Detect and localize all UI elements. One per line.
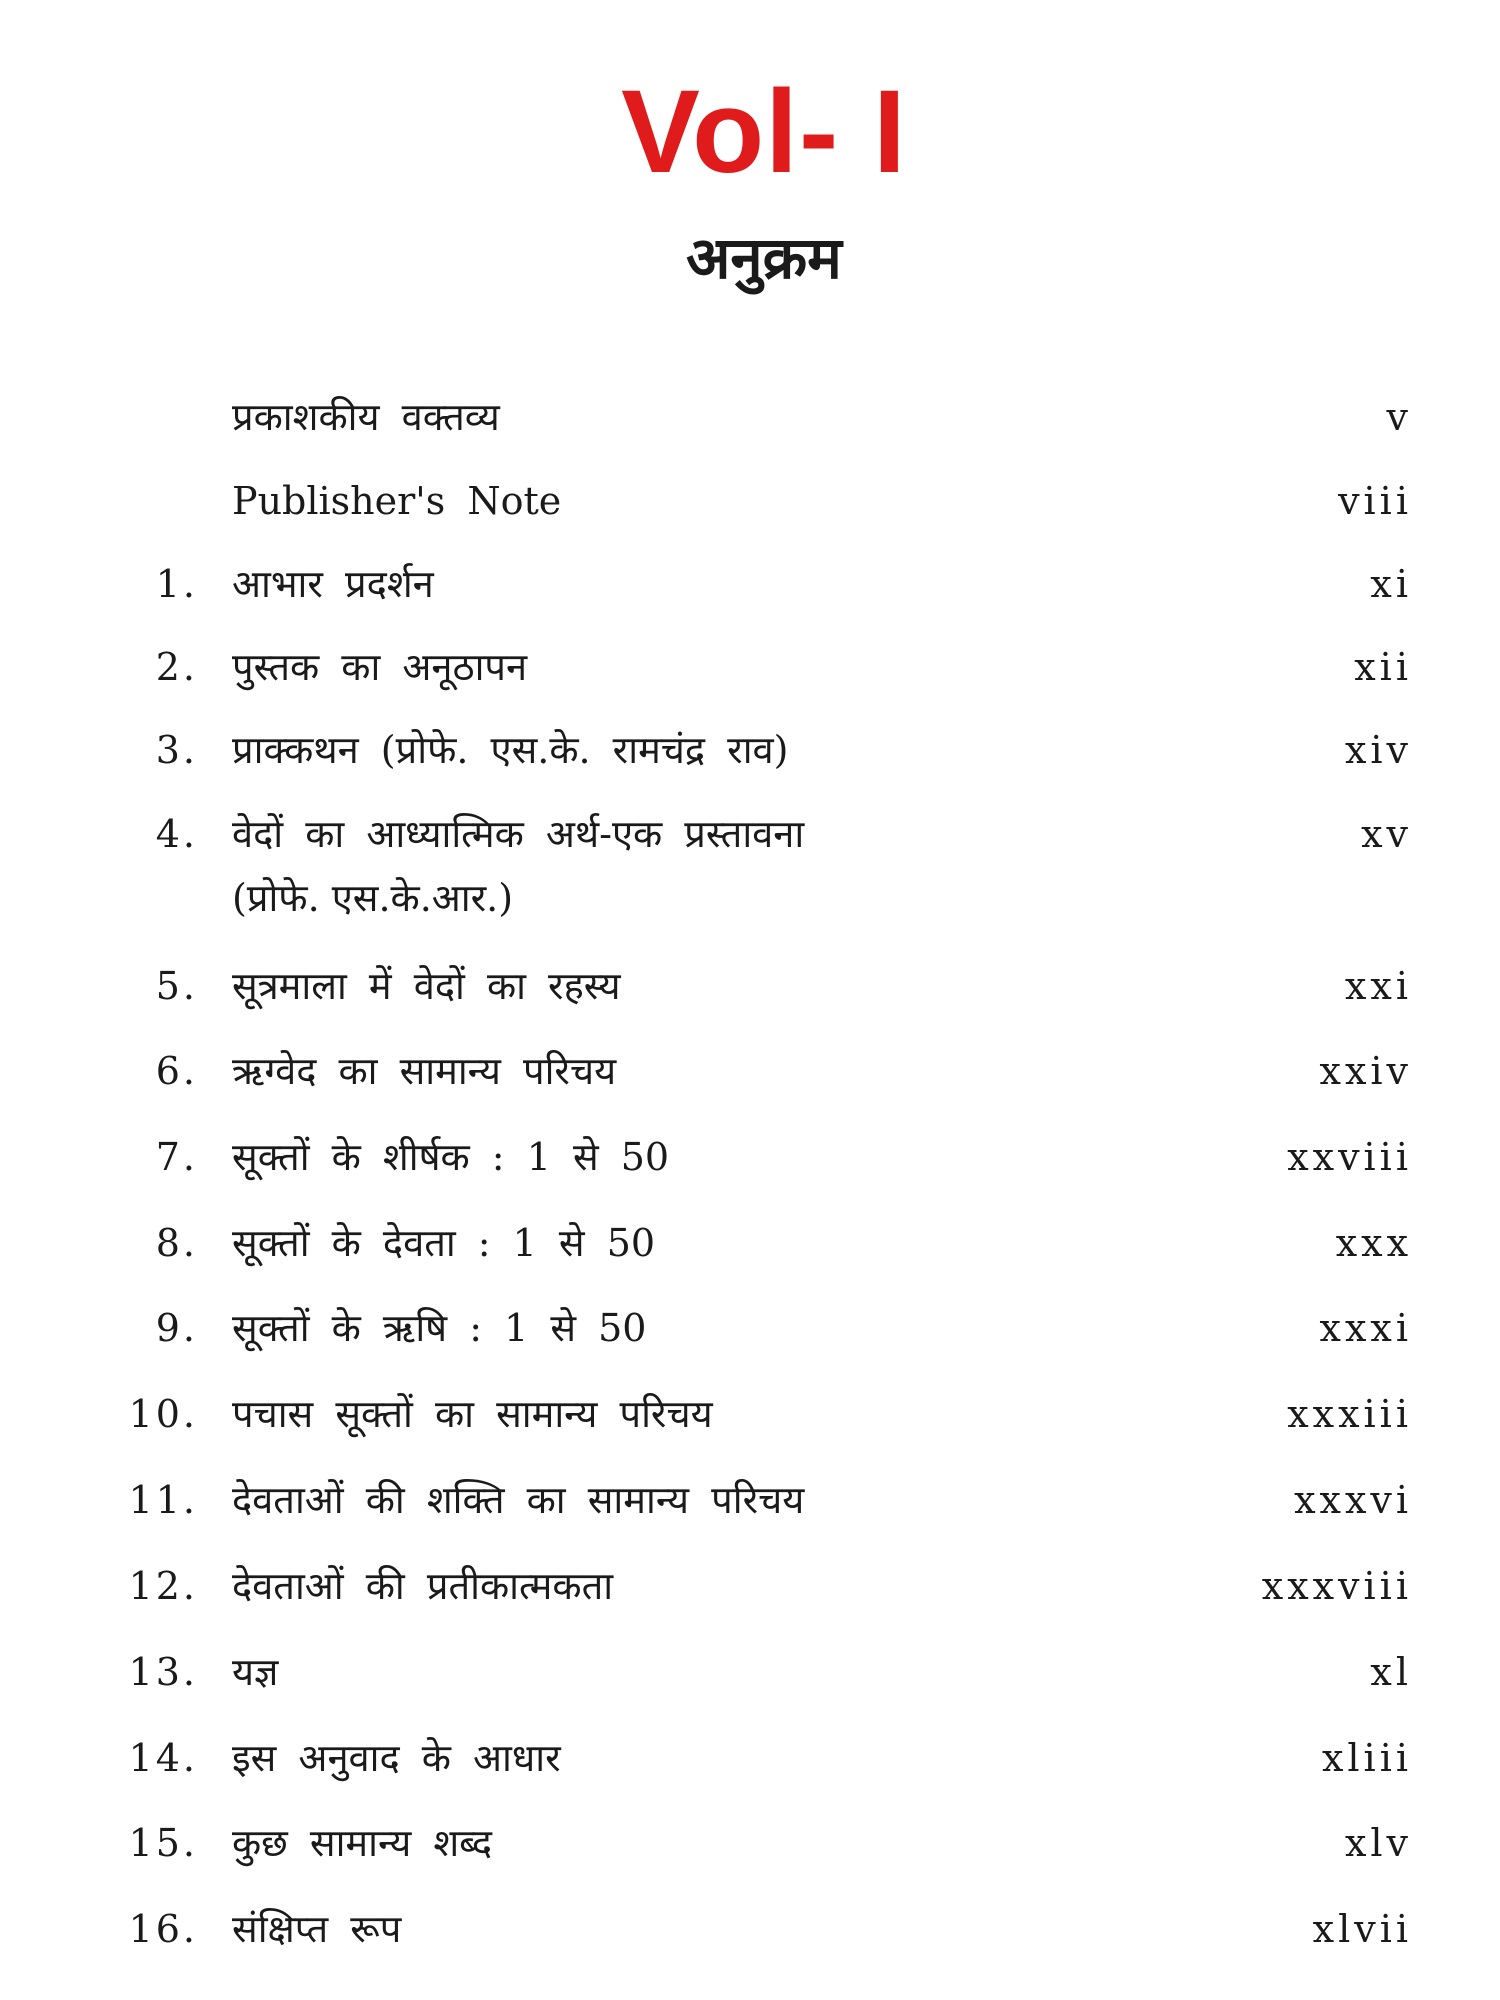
toc-entry <box>0 637 1500 697</box>
toc-entry-number: 12. <box>128 1564 198 1608</box>
toc-entry-page: xxxvi <box>1294 1478 1412 1522</box>
toc-entry-page: xiv <box>1344 728 1412 772</box>
toc-entry-title: सूक्तों के ऋषि : 1 से 50 <box>232 1306 647 1350</box>
toc-entry-page: xxxiii <box>1287 1392 1412 1436</box>
toc-entry <box>0 1556 1500 1616</box>
toc-entry-title: संक्षिप्त रूप <box>232 1907 402 1951</box>
toc-entry-page: xlvii <box>1312 1907 1412 1951</box>
toc-entry-number: 4. <box>155 812 198 856</box>
toc-entry-title: ऋग्वेद का सामान्य परिचय <box>232 1049 617 1093</box>
toc-entry <box>0 1642 1500 1702</box>
toc-entry-page: xxx <box>1335 1221 1412 1265</box>
toc-entry <box>0 1728 1500 1788</box>
toc-entry-page: xv <box>1361 812 1412 856</box>
toc-entry-page: viii <box>1338 479 1412 523</box>
toc-entry-page: xliii <box>1321 1736 1412 1780</box>
toc-entry-page: xxxi <box>1319 1306 1412 1350</box>
toc-entry-number: 1. <box>155 562 198 606</box>
toc-entry-title: इस अनुवाद के आधार <box>232 1736 561 1780</box>
toc-entry-number: 5. <box>155 964 198 1008</box>
toc-entry-number: 13. <box>128 1650 198 1694</box>
toc-entry-title: आभार प्रदर्शन <box>232 562 434 606</box>
toc-entry <box>0 1041 1500 1101</box>
toc-entry <box>0 1213 1500 1273</box>
toc-entry-title: सूक्तों के शीर्षक : 1 से 50 <box>232 1135 670 1179</box>
toc-entry-page: xl <box>1370 1650 1412 1694</box>
toc-entry-page: xi <box>1370 562 1412 606</box>
toc-entry-title: प्रकाशकीय वक्तव्य <box>232 395 500 439</box>
toc-entry-title: सूक्तों के देवता : 1 से 50 <box>232 1221 656 1265</box>
toc-entry-title: पुस्तक का अनूठापन <box>232 645 528 689</box>
toc-entry-title: देवताओं की प्रतीकात्मकता <box>232 1564 614 1608</box>
toc-entry-number: 8. <box>155 1221 198 1265</box>
toc-entry <box>0 1127 1500 1187</box>
toc-entry-number: 14. <box>128 1736 198 1780</box>
toc-entry-number: 6. <box>155 1049 198 1093</box>
toc-entry <box>0 554 1500 614</box>
toc-entry-page: xii <box>1354 645 1412 689</box>
toc-entry-page: xxxviii <box>1261 1564 1412 1608</box>
toc-entry-title: देवताओं की शक्ति का सामान्य परिचय <box>232 1478 805 1522</box>
volume-label: Vol- I <box>621 66 907 198</box>
toc-entry-title: पचास सूक्तों का सामान्य परिचय <box>232 1392 713 1436</box>
toc-entry-number: 15. <box>128 1821 198 1865</box>
toc-entry-number: 2. <box>155 645 198 689</box>
toc-entry-number: 10. <box>128 1392 198 1436</box>
toc-entry-title: प्राक्कथन (प्रोफे. एस.के. रामचंद्र राव) <box>232 728 789 772</box>
toc-entry <box>0 804 1500 920</box>
toc-entry <box>0 1470 1500 1530</box>
toc-entry-title: Publisher's Note <box>232 479 562 523</box>
toc-entry-number: 9. <box>155 1306 198 1350</box>
toc-entry-number: 11. <box>128 1478 198 1522</box>
toc-entry <box>0 1899 1500 1959</box>
contents-heading: अनुक्रम <box>686 224 842 292</box>
toc-entry-number: 16. <box>128 1907 198 1951</box>
toc-entry-title: सूत्रमाला में वेदों का रहस्य <box>232 964 621 1008</box>
toc-entry <box>0 387 1500 447</box>
toc-entry-title: वेदों का आध्यात्मिक अर्थ-एक प्रस्तावना <box>232 812 805 856</box>
toc-entry-page: xxiv <box>1319 1049 1412 1093</box>
toc-entry <box>0 471 1500 531</box>
toc-entry-title: कुछ सामान्य शब्द <box>232 1821 492 1865</box>
toc-entry-number: 3. <box>155 728 198 772</box>
toc-entry <box>0 1384 1500 1444</box>
toc-entry-page: v <box>1386 395 1412 439</box>
toc-entry-page: xxviii <box>1287 1135 1412 1179</box>
toc-entry-number: 7. <box>155 1135 198 1179</box>
toc-entry-page: xxi <box>1344 964 1412 1008</box>
toc-entry <box>0 720 1500 780</box>
toc-entry <box>0 1298 1500 1358</box>
toc-entry <box>0 956 1500 1016</box>
toc-entry <box>0 1813 1500 1873</box>
toc-entry-title-continuation: (प्रोफे. एस.के.आर.) <box>232 876 514 920</box>
toc-entry-title: यज्ञ <box>232 1650 279 1694</box>
toc-entry-page: xlv <box>1344 1821 1412 1865</box>
